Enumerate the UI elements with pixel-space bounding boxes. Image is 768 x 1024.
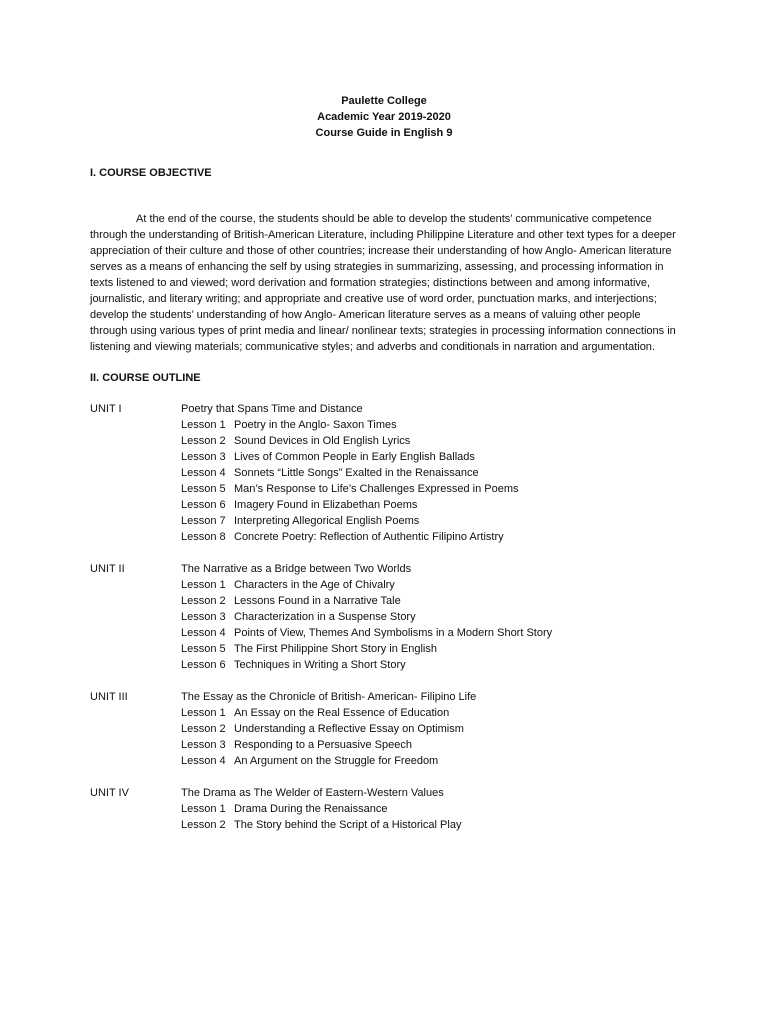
lesson-title: Lessons Found in a Narrative Tale — [234, 595, 401, 607]
unit-title: The Drama as The Welder of Eastern-Western Values — [181, 787, 444, 799]
lesson-item — [181, 721, 678, 737]
lesson-title: An Essay on the Real Essence of Education — [234, 707, 450, 719]
lesson-title: The First Philippine Short Story in English — [234, 643, 437, 655]
course-outline-heading: II. COURSE OUTLINE — [90, 372, 201, 384]
lesson-number: Lesson 8 — [181, 531, 226, 543]
unit-2 — [90, 561, 678, 673]
lesson-number: Lesson 4 — [181, 755, 226, 767]
unit-label: UNIT IV — [90, 787, 129, 799]
lesson-title: Characterization in a Suspense Story — [234, 611, 416, 623]
lesson-number: Lesson 3 — [181, 451, 226, 463]
lesson-title: Characters in the Age of Chivalry — [234, 579, 395, 591]
lesson-item — [181, 753, 678, 769]
lesson-number: Lesson 2 — [181, 595, 226, 607]
lesson-item — [181, 641, 678, 657]
unit-title: The Narrative as a Bridge between Two Worlds — [181, 563, 412, 575]
lesson-item — [181, 593, 678, 609]
lesson-item — [181, 609, 678, 625]
lesson-title: Concrete Poetry: Reflection of Authentic Filipino Artistry — [234, 531, 504, 543]
lesson-number: Lesson 7 — [181, 515, 226, 527]
lesson-item — [181, 705, 678, 721]
unit-title: Poetry that Spans Time and Distance — [181, 403, 363, 415]
unit-label: UNIT I — [90, 403, 122, 415]
unit-title: The Essay as the Chronicle of British- American- Filipino Life — [181, 691, 477, 703]
lesson-number: Lesson 4 — [181, 467, 226, 479]
document-header — [90, 93, 678, 141]
lesson-title: Drama During the Renaissance — [234, 803, 388, 815]
lesson-item — [181, 417, 678, 433]
lesson-title: Man’s Response to Life’s Challenges Expressed in Poems — [234, 483, 519, 495]
lesson-title: Responding to a Persuasive Speech — [234, 739, 412, 751]
course-objective-heading: I. COURSE OBJECTIVE — [90, 167, 212, 179]
lesson-title: Points of View, Themes And Symbolisms in a Modern Short Story — [234, 627, 553, 639]
course-guide-title: Course Guide in English 9 — [315, 127, 453, 139]
academic-year: Academic Year 2019-2020 — [317, 111, 451, 123]
lesson-number: Lesson 6 — [181, 499, 226, 511]
unit-4 — [90, 785, 678, 833]
lesson-title: Imagery Found in Elizabethan Poems — [234, 499, 418, 511]
lesson-number: Lesson 1 — [181, 579, 226, 591]
unit-1 — [90, 401, 678, 545]
unit-label: UNIT II — [90, 563, 125, 575]
lesson-item — [181, 577, 678, 593]
lesson-number: Lesson 1 — [181, 707, 226, 719]
lesson-item — [181, 465, 678, 481]
lesson-title: Sound Devices in Old English Lyrics — [234, 435, 411, 447]
lesson-number: Lesson 5 — [181, 643, 226, 655]
lesson-number: Lesson 5 — [181, 483, 226, 495]
lesson-number: Lesson 3 — [181, 611, 226, 623]
lesson-item — [181, 481, 678, 497]
lesson-number: Lesson 4 — [181, 627, 226, 639]
lesson-number: Lesson 2 — [181, 819, 226, 831]
lesson-item — [181, 513, 678, 529]
lesson-number: Lesson 2 — [181, 723, 226, 735]
lesson-item — [181, 449, 678, 465]
course-objective-paragraph: At the end of the course, the students should be able to develop the students’ communicative competence through the understanding of British-American Literature, including Philippine Literature and other text types for a deeper appreciation of their culture and those of other countries; increase their understanding of how Anglo- American literature serves as a means of enhancing the self by using strategies in summarizing, assessing, and processing information in texts listened to and viewed; word derivation and formation strategies; distinctions between and among informative, journalistic, and literary writing; and appropriate and creative use of word order, punctuation marks, and interjections; develop the students’ understanding of how Anglo- American literature serves as a means of valuing other people through using various types of print media and linear/ nonlinear texts; strategies in processing information connections in listening and viewing materials; communicative styles; and adverbs and conditionals in narration and argumentation. — [90, 213, 676, 353]
lesson-number: Lesson 1 — [181, 419, 226, 431]
lesson-title: Poetry in the Anglo- Saxon Times — [234, 419, 397, 431]
lesson-number: Lesson 2 — [181, 435, 226, 447]
lesson-title: The Story behind the Script of a Historical Play — [234, 819, 462, 831]
lesson-title: An Argument on the Struggle for Freedom — [234, 755, 439, 767]
lesson-item — [181, 817, 678, 833]
unit-body — [181, 561, 678, 673]
college-name: Paulette College — [341, 95, 427, 107]
unit-body — [181, 785, 678, 833]
lesson-item — [181, 657, 678, 673]
lesson-item — [181, 737, 678, 753]
lesson-item — [181, 801, 678, 817]
lesson-item — [181, 497, 678, 513]
lesson-title: Lives of Common People in Early English Ballads — [234, 451, 475, 463]
unit-body — [181, 689, 678, 769]
lesson-title: Sonnets “Little Songs” Exalted in the Renaissance — [234, 467, 479, 479]
lesson-item — [181, 625, 678, 641]
course-outline — [90, 401, 678, 833]
lesson-title: Understanding a Reflective Essay on Optimism — [234, 723, 464, 735]
lesson-number: Lesson 1 — [181, 803, 226, 815]
lesson-item — [181, 433, 678, 449]
unit-3 — [90, 689, 678, 769]
lesson-item — [181, 529, 678, 545]
lesson-title: Techniques in Writing a Short Story — [234, 659, 406, 671]
unit-body — [181, 401, 678, 545]
lesson-number: Lesson 6 — [181, 659, 226, 671]
lesson-title: Interpreting Allegorical English Poems — [234, 515, 420, 527]
unit-label: UNIT III — [90, 691, 128, 703]
lesson-number: Lesson 3 — [181, 739, 226, 751]
